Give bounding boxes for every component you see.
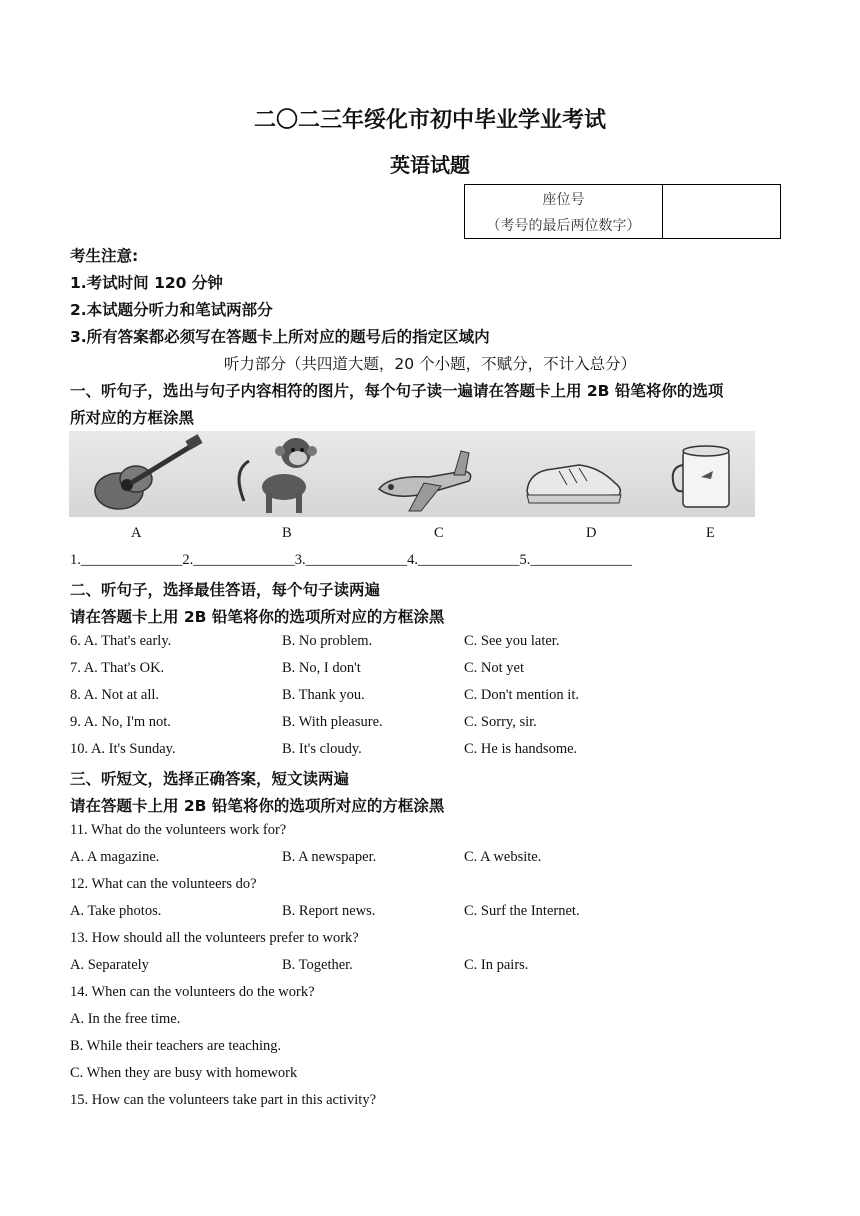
section2-heading-line2: 请在答题卡上用 2B 铅笔将你的选项所对应的方框涂黑 bbox=[70, 608, 445, 626]
picture-label-a: A bbox=[131, 525, 142, 541]
seat-number-hint: （考号的最后两位数字） bbox=[486, 217, 641, 234]
q8-option-a: 8. A. Not at all. bbox=[70, 687, 160, 703]
q6-option-a: 6. A. That's early. bbox=[70, 633, 172, 649]
q13-option-b: B. Together. bbox=[282, 957, 353, 973]
section3-heading-line1: 三、听短文，选择正确答案，短文读两遍 bbox=[70, 770, 350, 788]
q9-option-a: 9. A. No, I'm not. bbox=[70, 714, 171, 730]
q12-stem: 12. What can the volunteers do? bbox=[70, 876, 257, 892]
notice-item-3: 3.所有答案都必须写在答题卡上所对应的题号后的指定区域内 bbox=[70, 328, 490, 346]
monkey-icon bbox=[224, 431, 344, 517]
q11-stem: 11. What do the volunteers work for? bbox=[70, 822, 287, 838]
q7-option-b: B. No, I don't bbox=[282, 660, 361, 676]
q9-option-b: B. With pleasure. bbox=[282, 714, 383, 730]
exam-subtitle: 英语试题 bbox=[390, 153, 470, 177]
q11-option-a: A. A magazine. bbox=[70, 849, 160, 865]
notice-heading: 考生注意: bbox=[70, 247, 139, 265]
airplane-icon bbox=[369, 431, 479, 517]
q8-option-c: C. Don't mention it. bbox=[464, 687, 579, 703]
q12-option-a: A. Take photos. bbox=[70, 903, 162, 919]
seat-number-input-cell[interactable] bbox=[663, 185, 780, 238]
q10-option-b: B. It's cloudy. bbox=[282, 741, 362, 757]
picture-label-b: B bbox=[282, 525, 292, 541]
seat-number-label-cell bbox=[465, 185, 663, 238]
section2-heading-line1: 二、听句子，选择最佳答语，每个句子读两遍 bbox=[70, 581, 381, 599]
q12-option-b: B. Report news. bbox=[282, 903, 376, 919]
seat-number-table bbox=[464, 184, 781, 239]
guitar-icon bbox=[81, 431, 211, 517]
seat-number-label: 座位号 bbox=[542, 191, 585, 208]
picture-strip bbox=[69, 431, 755, 517]
q8-option-b: B. Thank you. bbox=[282, 687, 365, 703]
picture-label-c: C bbox=[434, 525, 444, 541]
q14-option-b: B. While their teachers are teaching. bbox=[70, 1038, 282, 1054]
listening-intro: 听力部分（共四道大题，20 个小题，不赋分，不计入总分） bbox=[223, 355, 637, 373]
q13-option-c: C. In pairs. bbox=[464, 957, 529, 973]
q6-option-c: C. See you later. bbox=[464, 633, 560, 649]
picture-label-e: E bbox=[706, 525, 715, 541]
q11-option-b: B. A newspaper. bbox=[282, 849, 377, 865]
q11-option-c: C. A website. bbox=[464, 849, 542, 865]
q13-stem: 13. How should all the volunteers prefer to work? bbox=[70, 930, 359, 946]
q10-option-c: C. He is handsome. bbox=[464, 741, 578, 757]
sneaker-icon bbox=[519, 431, 629, 517]
q10-option-a: 10. A. It's Sunday. bbox=[70, 741, 176, 757]
notice-item-2: 2.本试题分听力和笔试两部分 bbox=[70, 301, 273, 319]
notice-item-1: 1.考试时间 120 分钟 bbox=[70, 274, 223, 292]
section3-heading-line2: 请在答题卡上用 2B 铅笔将你的选项所对应的方框涂黑 bbox=[70, 797, 445, 815]
exam-title: 二〇二三年绥化市初中毕业学业考试 bbox=[253, 108, 606, 133]
q9-option-c: C. Sorry, sir. bbox=[464, 714, 537, 730]
picture-label-d: D bbox=[586, 525, 597, 541]
q14-option-a: A. In the free time. bbox=[70, 1011, 181, 1027]
q12-option-c: C. Surf the Internet. bbox=[464, 903, 580, 919]
section1-heading-line2: 所对应的方框涂黑 bbox=[70, 409, 195, 427]
q15-stem: 15. How can the volunteers take part in this activity? bbox=[70, 1092, 377, 1108]
q7-option-c: C. Not yet bbox=[464, 660, 525, 676]
q7-option-a: 7. A. That's OK. bbox=[70, 660, 165, 676]
answer-blanks-line: 1.______________2.______________3.______________4.______________5.______________ bbox=[70, 552, 632, 568]
q14-option-c: C. When they are busy with homework bbox=[70, 1065, 298, 1081]
mug-icon bbox=[669, 431, 749, 517]
q6-option-b: B. No problem. bbox=[282, 633, 373, 649]
q13-option-a: A. Separately bbox=[70, 957, 149, 973]
section1-heading-line1: 一、听句子，选出与句子内容相符的图片，每个句子读一遍请在答题卡上用 2B 铅笔将你的选项 bbox=[70, 382, 724, 400]
q14-stem: 14. When can the volunteers do the work? bbox=[70, 984, 315, 1000]
